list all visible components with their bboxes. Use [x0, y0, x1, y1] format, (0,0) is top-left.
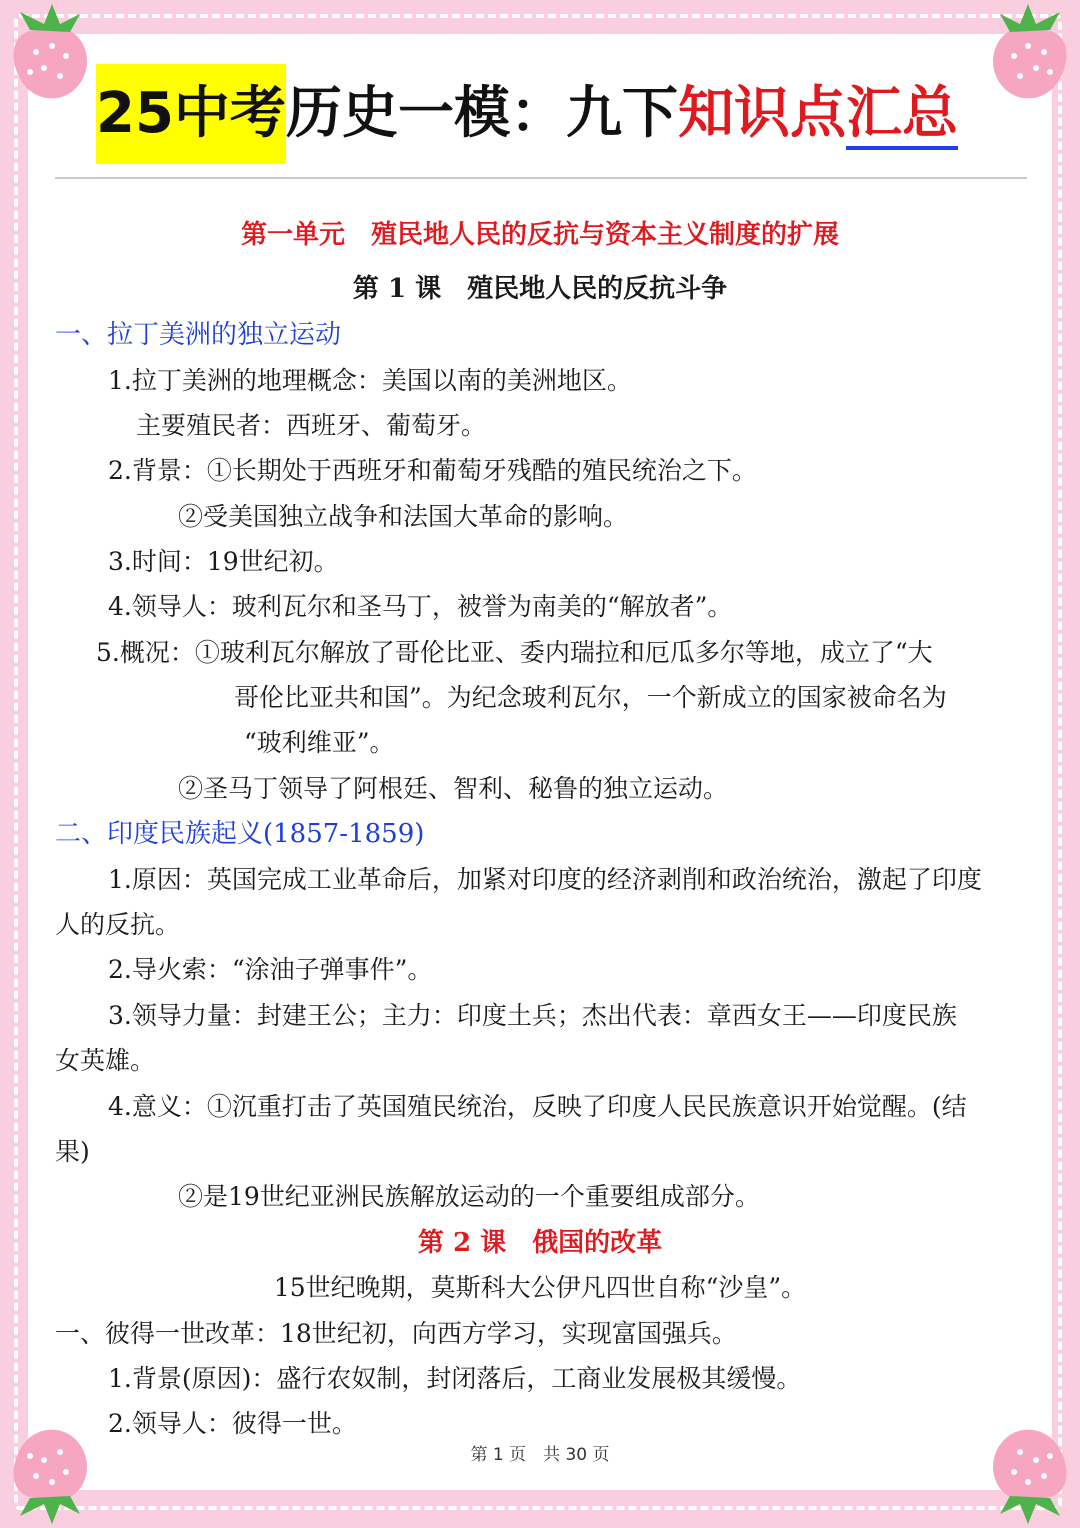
section-heading: 一、拉丁美洲的独立运动 [55, 320, 342, 350]
title-main: 历史一模：九下 [285, 81, 678, 146]
text-line: 4.意义：①沉重打击了英国殖民统治，反映了印度人民民族意识开始觉醒。(结 [108, 1092, 967, 1121]
text-line: 1.拉丁美洲的地理概念：美国以南的美洲地区。 [108, 366, 632, 395]
text-line: ②是19世纪亚洲民族解放运动的一个重要组成部分。 [178, 1182, 760, 1211]
strawberry-icon [0, 0, 110, 120]
strawberry-icon [970, 1408, 1080, 1528]
text-line: 3.时间：19世纪初。 [108, 547, 339, 576]
page-number: 第 1 页 共 30 页 [470, 1445, 610, 1465]
text-line: “玻利维亚”。 [244, 728, 395, 757]
text-line: 果) [55, 1137, 90, 1166]
text-line: 哥伦比亚共和国”。为纪念玻利瓦尔，一个新成立的国家被命名为 [234, 683, 947, 712]
section-heading: 二、印度民族起义(1857-1859) [55, 819, 425, 849]
text-line: 3.领导力量：封建王公；主力：印度土兵；杰出代表：章西女王——印度民族 [108, 1001, 957, 1030]
text-line: 4.领导人：玻利瓦尔和圣马丁，被誉为南美的“解放者”。 [108, 592, 733, 621]
strawberry-icon [0, 1408, 110, 1528]
text-line: 2.领导人：彼得一世。 [108, 1409, 357, 1438]
text-line: 女英雄。 [55, 1046, 156, 1075]
text-line: 2.导火索：“涂油子弹事件”。 [108, 955, 433, 984]
text-line: 1.背景(原因)：盛行农奴制，封闭落后，工商业发展极其缓慢。 [108, 1364, 802, 1393]
text-line: 主要殖民者：西班牙、葡萄牙。 [136, 411, 487, 440]
text-line: 5.概况：①玻利瓦尔解放了哥伦比亚、委内瑞拉和厄瓜多尔等地，成立了“大 [96, 638, 933, 667]
lesson-2-heading: 第 2 课 俄国的改革 [417, 1228, 663, 1258]
title-divider [55, 177, 1027, 179]
text-line: 1.原因：英国完成工业革命后，加紧对印度的经济剥削和政治统治，激起了印度 [108, 865, 982, 894]
text-line: ②受美国独立战争和法国大革命的影响。 [178, 502, 629, 531]
title-highlight: 25中考 [96, 64, 286, 164]
lesson-1-heading: 第 1 课 殖民地人民的反抗斗争 [352, 274, 728, 304]
title-red: 知识点 [677, 81, 846, 146]
title-underlined: 汇总 [846, 81, 958, 150]
page-title [96, 64, 958, 164]
unit-heading: 第一单元 殖民地人民的反抗与资本主义制度的扩展 [240, 220, 839, 250]
text-line: 15世纪晚期，莫斯科大公伊凡四世自称“沙皇”。 [273, 1273, 807, 1302]
text-line: ②圣马丁领导了阿根廷、智利、秘鲁的独立运动。 [178, 774, 729, 803]
text-line: 一、彼得一世改革：18世纪初，向西方学习，实现富国强兵。 [55, 1319, 737, 1348]
text-line: 人的反抗。 [55, 910, 181, 939]
strawberry-icon [970, 0, 1080, 120]
text-line: 2.背景：①长期处于西班牙和葡萄牙残酷的殖民统治之下。 [108, 456, 757, 485]
